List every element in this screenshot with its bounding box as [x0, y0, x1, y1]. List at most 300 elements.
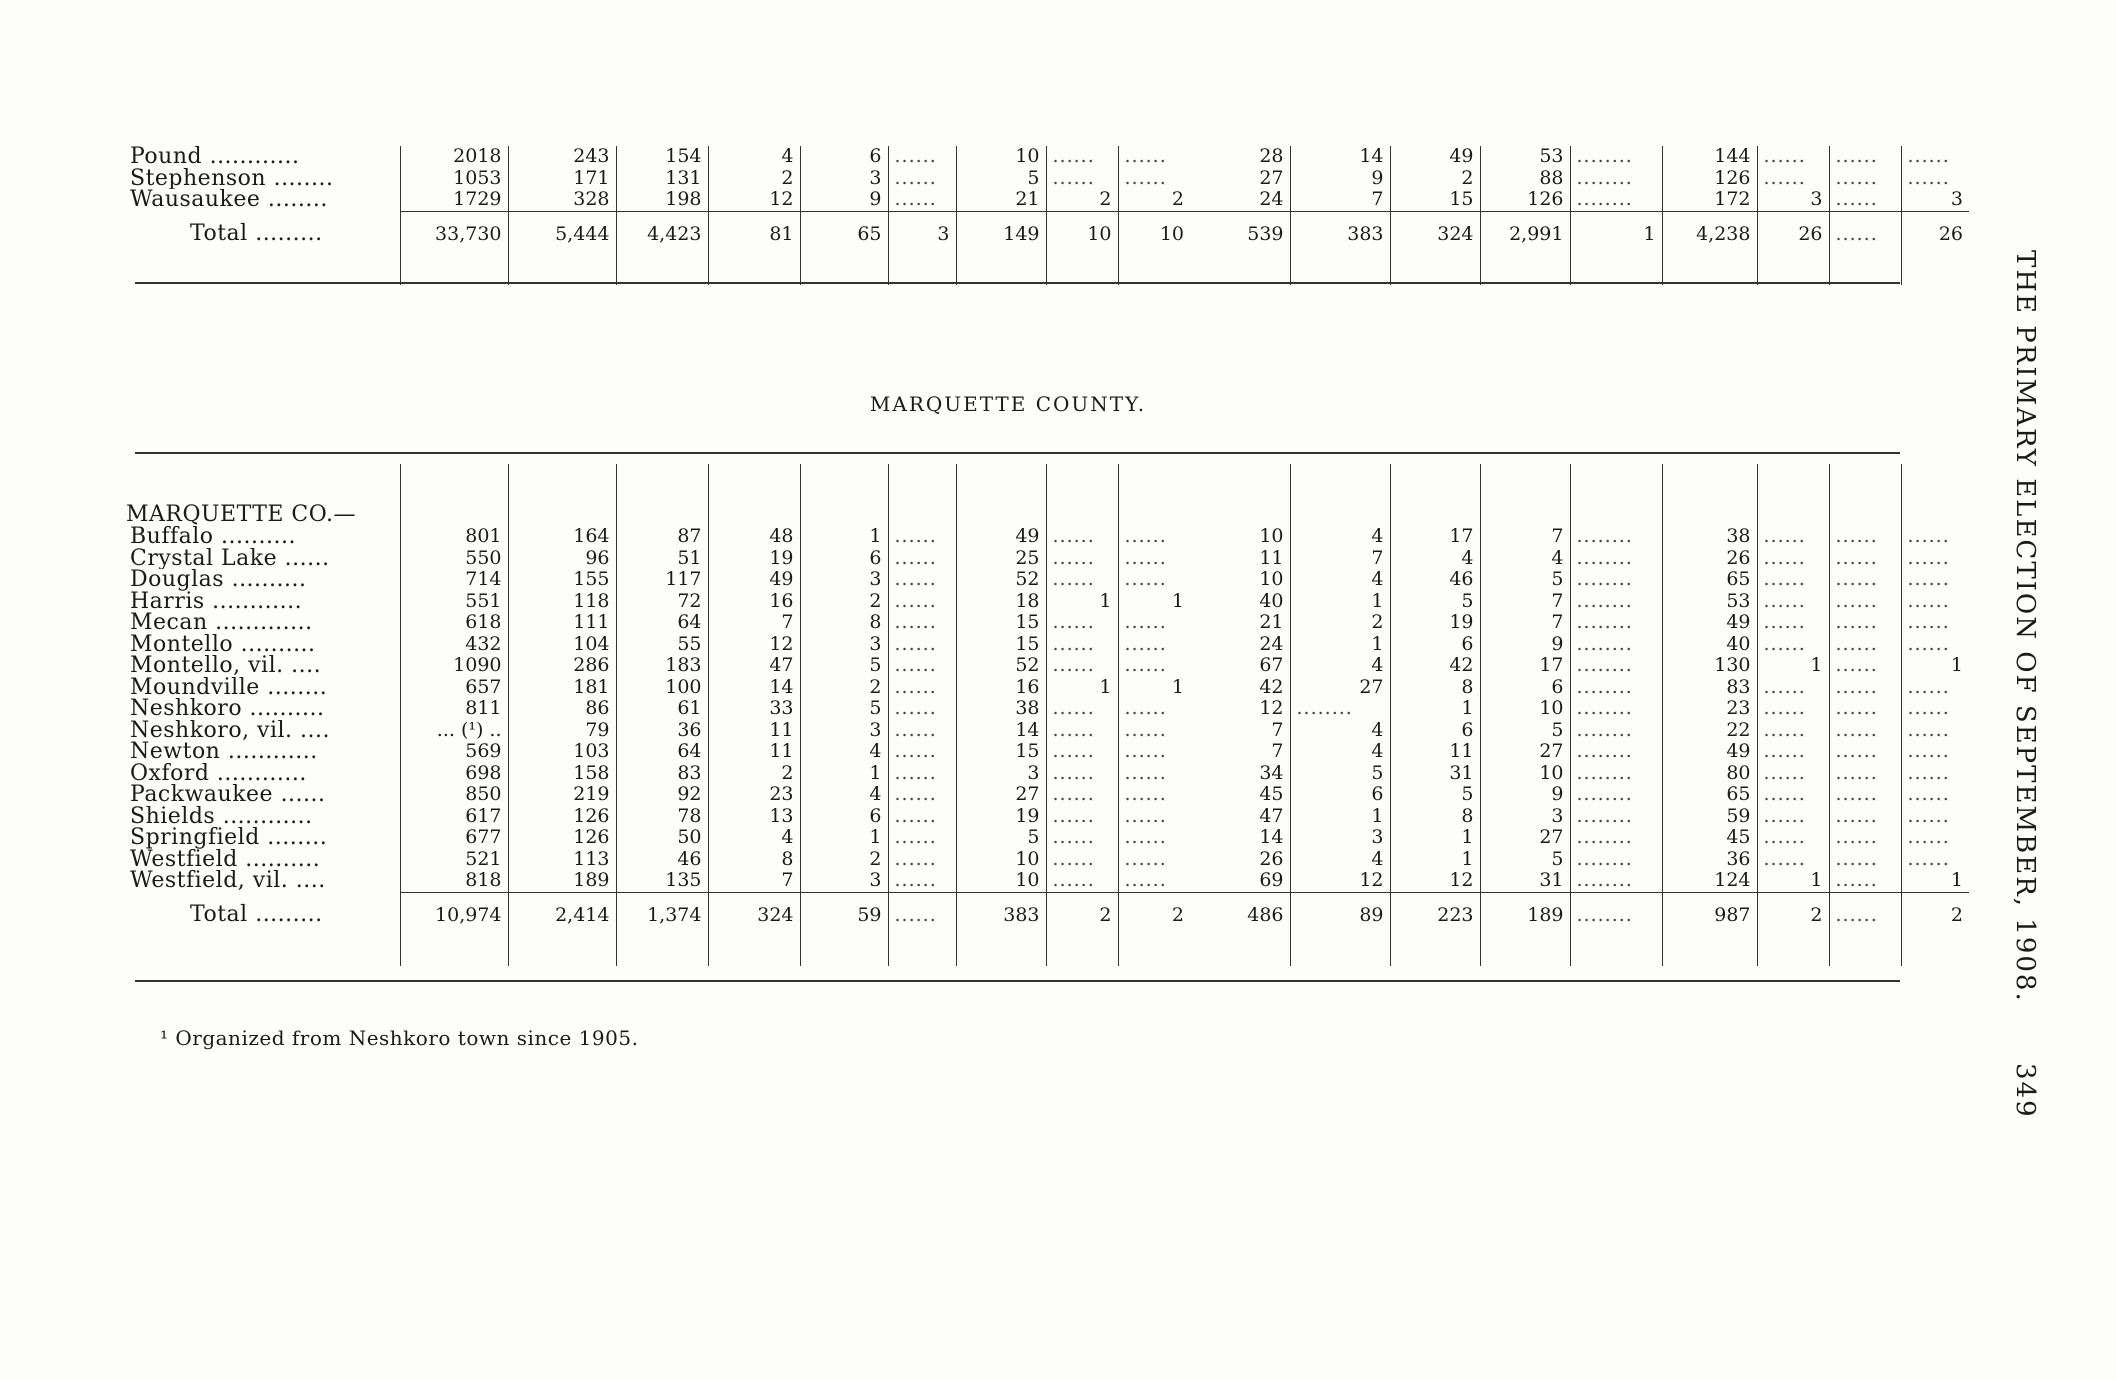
- table-row: [130, 168, 1969, 190]
- cell: ......: [1757, 612, 1829, 634]
- table-row: [130, 827, 1969, 849]
- cell: 53: [1662, 591, 1757, 613]
- cell: 49: [1662, 741, 1757, 763]
- spacer-cell: [1757, 245, 1829, 285]
- cell: 21: [956, 189, 1046, 211]
- spacer-cell: [1662, 245, 1757, 285]
- cell: ......: [1046, 548, 1118, 570]
- cell: ......: [1046, 655, 1118, 677]
- cell: ......: [1829, 634, 1901, 656]
- row-label: Pound ............: [130, 146, 300, 168]
- cell: ......: [1118, 548, 1190, 570]
- table-row: [130, 741, 1969, 763]
- cell: 4: [1290, 849, 1390, 871]
- table-row: [130, 849, 1969, 871]
- cell: 47: [708, 655, 800, 677]
- table-row: [130, 569, 1969, 591]
- cell: 1: [1118, 591, 1190, 613]
- cell: ......: [1901, 168, 1969, 190]
- spacer-cell: [508, 245, 616, 285]
- cell: ......: [1046, 146, 1118, 168]
- cell: 14: [708, 677, 800, 699]
- cell: 34: [1259, 762, 1284, 784]
- cell: 117: [616, 569, 708, 591]
- cell: 3: [800, 569, 888, 591]
- cell: 13: [708, 806, 800, 828]
- cell: 36: [616, 720, 708, 742]
- cell: ........: [1570, 741, 1662, 763]
- spacer-cell: [708, 926, 800, 966]
- cell: 3: [1757, 189, 1829, 211]
- cell: ......: [1757, 849, 1829, 871]
- spacer-cell: [956, 504, 1046, 526]
- cell: 5: [800, 655, 888, 677]
- spacer-cell: [1480, 926, 1570, 966]
- cell: 52: [956, 655, 1046, 677]
- cell: 24: [1259, 189, 1284, 210]
- spacer-cell: [616, 464, 708, 504]
- cell: 2: [1901, 892, 1969, 926]
- cell: ......: [1901, 612, 1969, 634]
- cell: 1090: [400, 655, 508, 677]
- cell: 16: [708, 591, 800, 613]
- cell: 4: [1290, 569, 1390, 591]
- cell: 383: [1290, 211, 1390, 245]
- cell: ........: [1570, 870, 1662, 892]
- cell: 7: [1271, 741, 1284, 762]
- cell: ........: [1570, 720, 1662, 742]
- spacer-cell: [1570, 464, 1662, 504]
- cell: ......: [1118, 168, 1190, 190]
- cell: 65: [800, 211, 888, 245]
- cell: 67: [1259, 655, 1284, 676]
- cell: 1: [1901, 655, 1969, 677]
- cell: 850: [400, 784, 508, 806]
- cell: 1: [800, 526, 888, 548]
- cell: 189: [508, 870, 616, 892]
- cell: ......: [1118, 849, 1190, 871]
- cell: ........: [1570, 849, 1662, 871]
- cell: 81: [708, 211, 800, 245]
- cell: 1053: [400, 168, 508, 190]
- cell: ......: [1829, 892, 1901, 926]
- cell: ......: [1901, 849, 1969, 871]
- cell: 47: [1259, 805, 1284, 827]
- cell: 15: [956, 634, 1046, 656]
- cell: 27: [956, 784, 1046, 806]
- spacer-cell: [1290, 504, 1390, 526]
- cell: 80: [1662, 763, 1757, 785]
- cell: ......: [1757, 526, 1829, 548]
- cell: 103: [508, 741, 616, 763]
- cell: ........: [1570, 698, 1662, 720]
- cell: 51: [616, 548, 708, 570]
- cell: 171: [508, 168, 616, 190]
- cell: ......: [888, 569, 956, 591]
- cell: 6: [1290, 784, 1390, 806]
- cell: 2: [800, 849, 888, 871]
- spacer-cell: [800, 926, 888, 966]
- cell: 7: [1480, 591, 1570, 613]
- cell: ......: [1757, 806, 1829, 828]
- cell: 64: [616, 612, 708, 634]
- cell: ......: [1757, 146, 1829, 168]
- cell: 617: [400, 806, 508, 828]
- spacer-cell: [800, 504, 888, 526]
- cell: 1: [1390, 849, 1480, 871]
- spacer-cell: [1757, 504, 1829, 526]
- cell: 1: [800, 827, 888, 849]
- cell: 7: [708, 870, 800, 892]
- row-label: Moundville ........: [130, 676, 328, 698]
- cell: 49: [956, 526, 1046, 548]
- spacer-cell: [1118, 926, 1190, 966]
- row-label: Montello, vil. ....: [130, 655, 322, 677]
- cell: 1: [1290, 806, 1390, 828]
- top-table-bottom-rule: [135, 282, 1900, 284]
- cell: ......: [1829, 569, 1901, 591]
- cell: 50: [616, 827, 708, 849]
- cell: 14: [1290, 146, 1390, 168]
- cell: 27: [1480, 741, 1570, 763]
- cell: ........: [1570, 146, 1662, 168]
- cell: 17: [1480, 655, 1570, 677]
- row-label: Crystal Lake ......: [130, 547, 330, 569]
- row-label: Wausaukee ........: [130, 189, 328, 211]
- spacer-cell: [1662, 504, 1757, 526]
- cell: 569: [400, 741, 508, 763]
- cell: 9: [1480, 634, 1570, 656]
- cell: 46: [1390, 569, 1480, 591]
- cell: 1: [1046, 677, 1118, 699]
- cell: 36: [1662, 849, 1757, 871]
- cell: 83: [1662, 677, 1757, 699]
- cell: 78: [616, 806, 708, 828]
- table-tail: [130, 245, 1969, 285]
- cell: 223: [1390, 892, 1480, 926]
- spacer-cell: [708, 464, 800, 504]
- cell: 65: [1662, 784, 1757, 806]
- cell: 698: [400, 763, 508, 785]
- cell: 26: [1259, 848, 1284, 870]
- cell: 11: [708, 720, 800, 742]
- spacer-cell: [1829, 926, 1901, 966]
- cell: ......: [1046, 698, 1118, 720]
- table-row: [130, 612, 1969, 634]
- cell: 1: [1570, 211, 1662, 245]
- running-head-title: THE PRIMARY ELECTION OF SEPTEMBER, 1908.: [2010, 250, 2040, 1003]
- cell: 198: [616, 189, 708, 211]
- cell: 1: [800, 763, 888, 785]
- cell: ......: [1757, 569, 1829, 591]
- cell: ........: [1570, 806, 1662, 828]
- cell: 26: [1757, 211, 1829, 245]
- cell: 126: [1480, 189, 1570, 211]
- cell: 26: [1662, 548, 1757, 570]
- cell: ......: [1829, 720, 1901, 742]
- spacer-label: [130, 464, 400, 504]
- cell: 4: [800, 741, 888, 763]
- cell: 12: [708, 189, 800, 211]
- cell: 9: [1480, 784, 1570, 806]
- row-label: Westfield, vil. ....: [130, 870, 326, 892]
- spacer-cell: [1190, 245, 1290, 285]
- spacer-cell: [400, 504, 508, 526]
- cell: 4,238: [1662, 211, 1757, 245]
- cell: 3: [800, 870, 888, 892]
- cell: 19: [708, 548, 800, 570]
- cell: ......: [888, 655, 956, 677]
- row-label: Douglas ..........: [130, 569, 307, 591]
- cell: 7: [1480, 612, 1570, 634]
- cell: 5: [1390, 784, 1480, 806]
- table-row: [130, 784, 1969, 806]
- spacer-cell: [1662, 464, 1757, 504]
- cell: ......: [1046, 763, 1118, 785]
- cell: ........: [1570, 591, 1662, 613]
- cell: 155: [508, 569, 616, 591]
- cell: 2: [800, 677, 888, 699]
- cell: 5,444: [508, 211, 616, 245]
- header-spacer: [130, 464, 1969, 504]
- cell: 521: [400, 849, 508, 871]
- spacer-cell: [1190, 926, 1290, 966]
- cell: 45: [1259, 784, 1284, 805]
- spacer-cell: [708, 245, 800, 285]
- cell: 10: [1480, 763, 1570, 785]
- spacer-cell: [1118, 245, 1190, 285]
- table-row: [130, 146, 1969, 168]
- cell: ......: [1757, 168, 1829, 190]
- spacer-cell: [956, 926, 1046, 966]
- spacer-cell: [1570, 504, 1662, 526]
- cell: ......: [1829, 849, 1901, 871]
- cell: 11: [1259, 547, 1284, 569]
- cell: 3: [1290, 827, 1390, 849]
- table-row: [130, 677, 1969, 699]
- spacer-cell: [1901, 926, 1969, 966]
- spacer-cell: [1757, 926, 1829, 966]
- spacer-cell: [1829, 245, 1901, 285]
- cell: ......: [888, 720, 956, 742]
- cell: 3: [956, 763, 1046, 785]
- cell: 48: [708, 526, 800, 548]
- cell: 87: [616, 526, 708, 548]
- cell: 801: [400, 526, 508, 548]
- cell: 1: [1757, 655, 1829, 677]
- cell: 1: [1757, 870, 1829, 892]
- cell: 14: [1259, 827, 1284, 848]
- spacer-cell: [888, 504, 956, 526]
- spacer-cell: [1662, 926, 1757, 966]
- cell: 46: [616, 849, 708, 871]
- spacer-cell: [400, 926, 508, 966]
- cell: ......: [1901, 827, 1969, 849]
- cell: ......: [1757, 677, 1829, 699]
- cell: 2: [1046, 892, 1118, 926]
- cell: ........: [1570, 677, 1662, 699]
- cell: 551: [400, 591, 508, 613]
- cell: 5: [1480, 720, 1570, 742]
- cell: ......: [888, 168, 956, 190]
- cell: ......: [1046, 806, 1118, 828]
- spacer-cell: [888, 464, 956, 504]
- cell: 38: [1662, 526, 1757, 548]
- row-label: Newton ............: [130, 741, 318, 763]
- spacer-cell: [1290, 926, 1390, 966]
- cell: ......: [1829, 677, 1901, 699]
- marquette-table: [126, 464, 1969, 966]
- cell: ......: [1118, 784, 1190, 806]
- cell: 23: [708, 784, 800, 806]
- cell: 65: [1662, 569, 1757, 591]
- cell: 189: [1480, 892, 1570, 926]
- cell: 5: [1480, 569, 1570, 591]
- cell: 818: [400, 870, 508, 892]
- cell: 144: [1662, 146, 1757, 168]
- cell: ......: [888, 892, 956, 926]
- cell: ........: [1290, 698, 1390, 720]
- row-label: Buffalo ..........: [130, 526, 296, 548]
- cell: ......: [1829, 806, 1901, 828]
- cell: 5: [956, 827, 1046, 849]
- cell: 21: [1259, 612, 1284, 633]
- cell: 2: [1118, 892, 1190, 926]
- cell: ......: [1757, 763, 1829, 785]
- cell: 3: [1901, 189, 1969, 211]
- cell: ........: [1570, 655, 1662, 677]
- cell: ......: [888, 591, 956, 613]
- cell: 28: [1259, 146, 1284, 167]
- footnote: ¹ Organized from Neshkoro town since 1905.: [160, 1026, 639, 1050]
- cell: ......: [1829, 146, 1901, 168]
- row-label: Packwaukee ......: [130, 784, 326, 806]
- cell: ......: [1118, 827, 1190, 849]
- spacer-cell: [1570, 245, 1662, 285]
- cell: ......: [888, 827, 956, 849]
- cell: 12: [708, 634, 800, 656]
- cell: 12: [1259, 698, 1284, 719]
- cell: 7: [1271, 719, 1284, 741]
- cell: 550: [400, 548, 508, 570]
- cell: ......: [1829, 784, 1901, 806]
- cell: ......: [1046, 569, 1118, 591]
- cell: 2: [708, 168, 800, 190]
- cell: ......: [1046, 526, 1118, 548]
- cell: 10: [1118, 211, 1190, 245]
- marquette-table-bottom-rule: [135, 980, 1900, 982]
- cell: 40: [1662, 634, 1757, 656]
- cell: ......: [1046, 634, 1118, 656]
- cell: ......: [1901, 784, 1969, 806]
- table-row: [130, 720, 1969, 742]
- cell: 324: [708, 892, 800, 926]
- cell: ......: [888, 612, 956, 634]
- spacer-cell: [1046, 464, 1118, 504]
- cell: 12: [1290, 870, 1390, 892]
- cell: 126: [508, 827, 616, 849]
- cell: ......: [1901, 634, 1969, 656]
- spacer-cell: [800, 245, 888, 285]
- cell: 243: [508, 146, 616, 168]
- cell: ........: [1570, 827, 1662, 849]
- cell: 10: [956, 870, 1046, 892]
- cell: ......: [1901, 146, 1969, 168]
- cell: 10,974: [400, 892, 508, 926]
- spacer-cell: [1829, 464, 1901, 504]
- cell: 149: [956, 211, 1046, 245]
- table-row: [130, 698, 1969, 720]
- spacer-cell: [1480, 504, 1570, 526]
- cell: 131: [616, 168, 708, 190]
- cell: 6: [800, 146, 888, 168]
- cell: 677: [400, 827, 508, 849]
- cell: 154: [616, 146, 708, 168]
- cell: ......: [1118, 870, 1190, 892]
- cell: 657: [400, 677, 508, 699]
- cell: 1: [1390, 827, 1480, 849]
- cell: ......: [888, 784, 956, 806]
- cell: ......: [1118, 612, 1190, 634]
- row-label: Harris ............: [130, 590, 303, 612]
- cell: ......: [1757, 827, 1829, 849]
- cell: 8: [1390, 677, 1480, 699]
- spacer-cell: [1390, 926, 1480, 966]
- spacer-cell: [508, 504, 616, 526]
- cell: 10: [956, 849, 1046, 871]
- cell: 12: [1390, 870, 1480, 892]
- cell: ........: [1570, 548, 1662, 570]
- page-number: 349: [2010, 1063, 2040, 1119]
- cell: 49: [1390, 146, 1480, 168]
- cell: 172: [1662, 189, 1757, 211]
- row-label: Montello ..........: [130, 633, 316, 655]
- cell: 2,414: [508, 892, 616, 926]
- cell: ......: [1118, 569, 1190, 591]
- cell: 55: [616, 634, 708, 656]
- cell: ......: [1901, 698, 1969, 720]
- cell: ......: [1829, 870, 1901, 892]
- cell: ......: [1829, 526, 1901, 548]
- row-label: Mecan .............: [130, 612, 313, 634]
- spacer-cell: [400, 464, 508, 504]
- cell: 5: [1290, 763, 1390, 785]
- cell: ........: [1570, 569, 1662, 591]
- cell: 7: [1290, 548, 1390, 570]
- cell: 10: [956, 146, 1046, 168]
- cell: ......: [1046, 870, 1118, 892]
- cell: ......: [888, 146, 956, 168]
- table-row: [130, 870, 1969, 892]
- cell: ......: [888, 741, 956, 763]
- row-label: Shields ............: [130, 805, 313, 827]
- cell: 53: [1480, 146, 1570, 168]
- cell: 383: [956, 892, 1046, 926]
- cell: 183: [616, 655, 708, 677]
- cell: 328: [508, 189, 616, 211]
- cell: 15: [956, 741, 1046, 763]
- spacer-cell: [616, 245, 708, 285]
- cell: 432: [400, 634, 508, 656]
- spacer-cell: [616, 504, 708, 526]
- spacer-cell: [1118, 464, 1190, 504]
- cell: ......: [1118, 526, 1190, 548]
- table-row: [130, 806, 1969, 828]
- cell: ......: [1757, 548, 1829, 570]
- cell: 3: [800, 168, 888, 190]
- cell: 4: [1290, 741, 1390, 763]
- spacer-cell: [800, 464, 888, 504]
